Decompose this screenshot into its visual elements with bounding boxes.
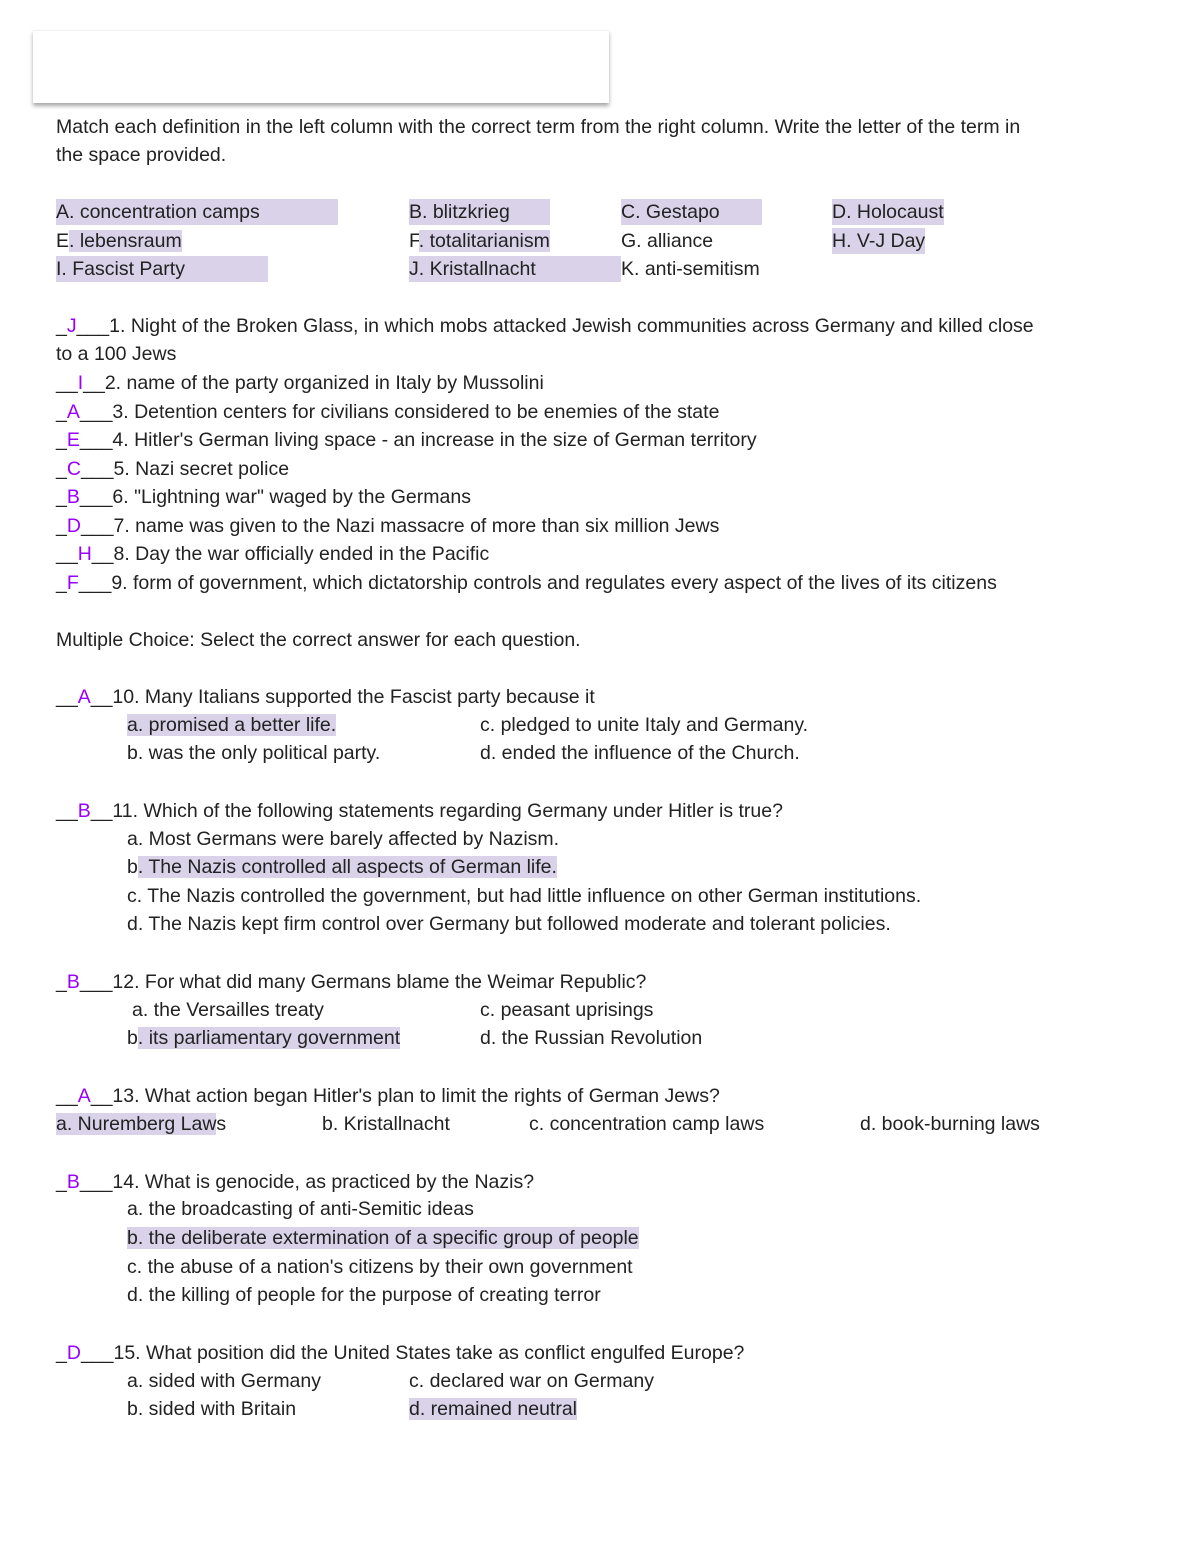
q15-option-b: b. sided with Britain	[127, 1398, 297, 1420]
q13-option-b: b. Kristallnacht	[322, 1113, 450, 1135]
q13-option-d: d. book-burning laws	[860, 1113, 1040, 1135]
q14-option-b: b. the deliberate extermination of a specific group of people	[127, 1227, 639, 1249]
q11-option-a: a. Most Germans were barely affected by Nazism.	[127, 828, 560, 850]
matching-item-5: _C___5. Nazi secret police	[56, 458, 290, 480]
q11-option-b: b. The Nazis controlled all aspects of German life.	[127, 856, 557, 878]
q11-option-d: d. The Nazis kept firm control over Germany but followed moderate and tolerant policies.	[127, 913, 891, 935]
matching-item-1: _J___1. Night of the Broken Glass, in which mobs attacked Jewish communities across Germany and killed close	[56, 315, 1034, 337]
question-14: _B___14. What is genocide, as practiced by the Nazis?	[56, 1171, 535, 1193]
q12-option-c: c. peasant uprisings	[480, 999, 654, 1021]
matching-item-9: _F___9. form of government, which dictatorship controls and regulates every aspect of the lives of its citizens	[56, 572, 997, 594]
q10-option-b: b. was the only political party.	[127, 742, 381, 764]
q14-option-d: d. the killing of people for the purpose of creating terror	[127, 1284, 601, 1306]
q12-option-b: b. its parliamentary government	[127, 1027, 401, 1049]
q13-option-a: a. Nuremberg Laws	[56, 1113, 227, 1135]
q15-option-d: d. remained neutral	[409, 1398, 578, 1420]
term-k: K. anti-semitism	[621, 258, 760, 280]
q10-option-a: a. promised a better life.	[127, 714, 337, 736]
term-e: E. lebensraum	[56, 230, 182, 252]
blank-name-box	[33, 30, 609, 103]
matching-item-8: __H__8. Day the war officially ended in the Pacific	[56, 543, 490, 565]
matching-item-3: _A___3. Detention centers for civilians considered to be enemies of the state	[56, 401, 720, 423]
question-12: _B___12. For what did many Germans blame the Weimar Republic?	[56, 971, 647, 993]
term-j: J. Kristallnacht	[409, 256, 621, 282]
q12-option-d: d. the Russian Revolution	[480, 1027, 703, 1049]
question-11: __B__11. Which of the following statements regarding Germany under Hitler is true?	[56, 800, 783, 822]
term-b: B. blitzkrieg	[409, 199, 550, 225]
question-13: __A__13. What action began Hitler's plan to limit the rights of German Jews?	[56, 1085, 720, 1107]
term-f: F. totalitarianism	[409, 230, 550, 252]
q15-option-c: c. declared war on Germany	[409, 1370, 654, 1392]
matching-item-2: __I__2. name of the party organized in Italy by Mussolini	[56, 372, 544, 394]
q11-option-c: c. The Nazis controlled the government, but had little influence on other German institutions.	[127, 885, 922, 907]
q10-option-d: d. ended the influence of the Church.	[480, 742, 800, 764]
q15-option-a: a. sided with Germany	[127, 1370, 322, 1392]
q13-option-c: c. concentration camp laws	[529, 1113, 765, 1135]
q14-option-c: c. the abuse of a nation's citizens by their own government	[127, 1256, 633, 1278]
instructions-line-2: the space provided.	[56, 144, 227, 166]
matching-item-1-cont: to a 100 Jews	[56, 343, 177, 365]
matching-item-7: _D___7. name was given to the Nazi massacre of more than six million Jews	[56, 515, 720, 537]
term-a: A. concentration camps	[56, 199, 338, 225]
matching-item-4: _E___4. Hitler's German living space - an increase in the size of German territory	[56, 429, 757, 451]
term-h: H. V-J Day	[832, 230, 926, 252]
q12-option-a: a. the Versailles treaty	[132, 999, 324, 1021]
matching-item-6: _B___6. "Lightning war" waged by the Germans	[56, 486, 471, 508]
q10-option-c: c. pledged to unite Italy and Germany.	[480, 714, 809, 736]
question-15: _D___15. What position did the United States take as conflict engulfed Europe?	[56, 1342, 745, 1364]
term-g: G. alliance	[621, 230, 714, 252]
term-c: C. Gestapo	[621, 199, 762, 225]
question-10: __A__10. Many Italians supported the Fascist party because it	[56, 686, 595, 708]
term-i: I. Fascist Party	[56, 256, 268, 282]
term-d: D. Holocaust	[832, 201, 944, 223]
q14-option-a: a. the broadcasting of anti-Semitic ideas	[127, 1198, 474, 1220]
instructions-line-1: Match each definition in the left column with the correct term from the right column. Write the letter of the term in	[56, 116, 1021, 138]
mc-heading: Multiple Choice: Select the correct answer for each question.	[56, 629, 581, 651]
